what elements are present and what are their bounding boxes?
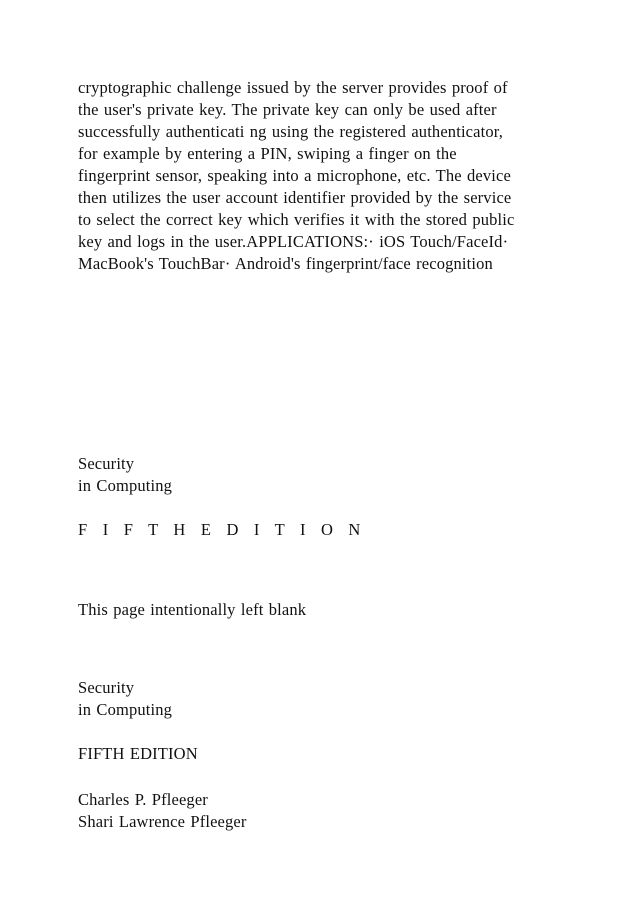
- book-title-line-2: in Computing: [78, 700, 173, 719]
- paragraph-line: then utilizes the user account identifier provided by the service: [78, 188, 512, 207]
- paragraph-line: key and logs in the user.APPLICATIONS:· iOS Touch/FaceId·: [78, 232, 509, 251]
- edition-label: FIFTH EDITION: [78, 744, 198, 763]
- book-title-line-1: Security: [78, 678, 135, 697]
- paragraph-line: fingerprint sensor, speaking into a microphone, etc. The device: [78, 166, 511, 185]
- paragraph-line: for example by entering a PIN, swiping a finger on the: [78, 144, 457, 163]
- book-title-line-1: Security: [78, 454, 135, 473]
- paragraph-line: cryptographic challenge issued by the server provides proof of: [78, 78, 508, 97]
- paragraph-line: MacBook's TouchBar· Android's fingerprint/face recognition: [78, 254, 493, 273]
- author-name: Shari Lawrence Pfleeger: [78, 812, 247, 831]
- edition-label: F I F T H E D I T I O N: [78, 520, 366, 539]
- book-title-line-2: in Computing: [78, 476, 173, 495]
- paragraph-line: to select the correct key which verifies it with the stored public: [78, 210, 515, 229]
- blank-page-notice: This page intentionally left blank: [78, 600, 307, 619]
- paragraph-line: successfully authenticati ng using the registered authenticator,: [78, 122, 504, 141]
- paragraph-line: the user's private key. The private key can only be used after: [78, 100, 497, 119]
- author-name: Charles P. Pfleeger: [78, 790, 208, 809]
